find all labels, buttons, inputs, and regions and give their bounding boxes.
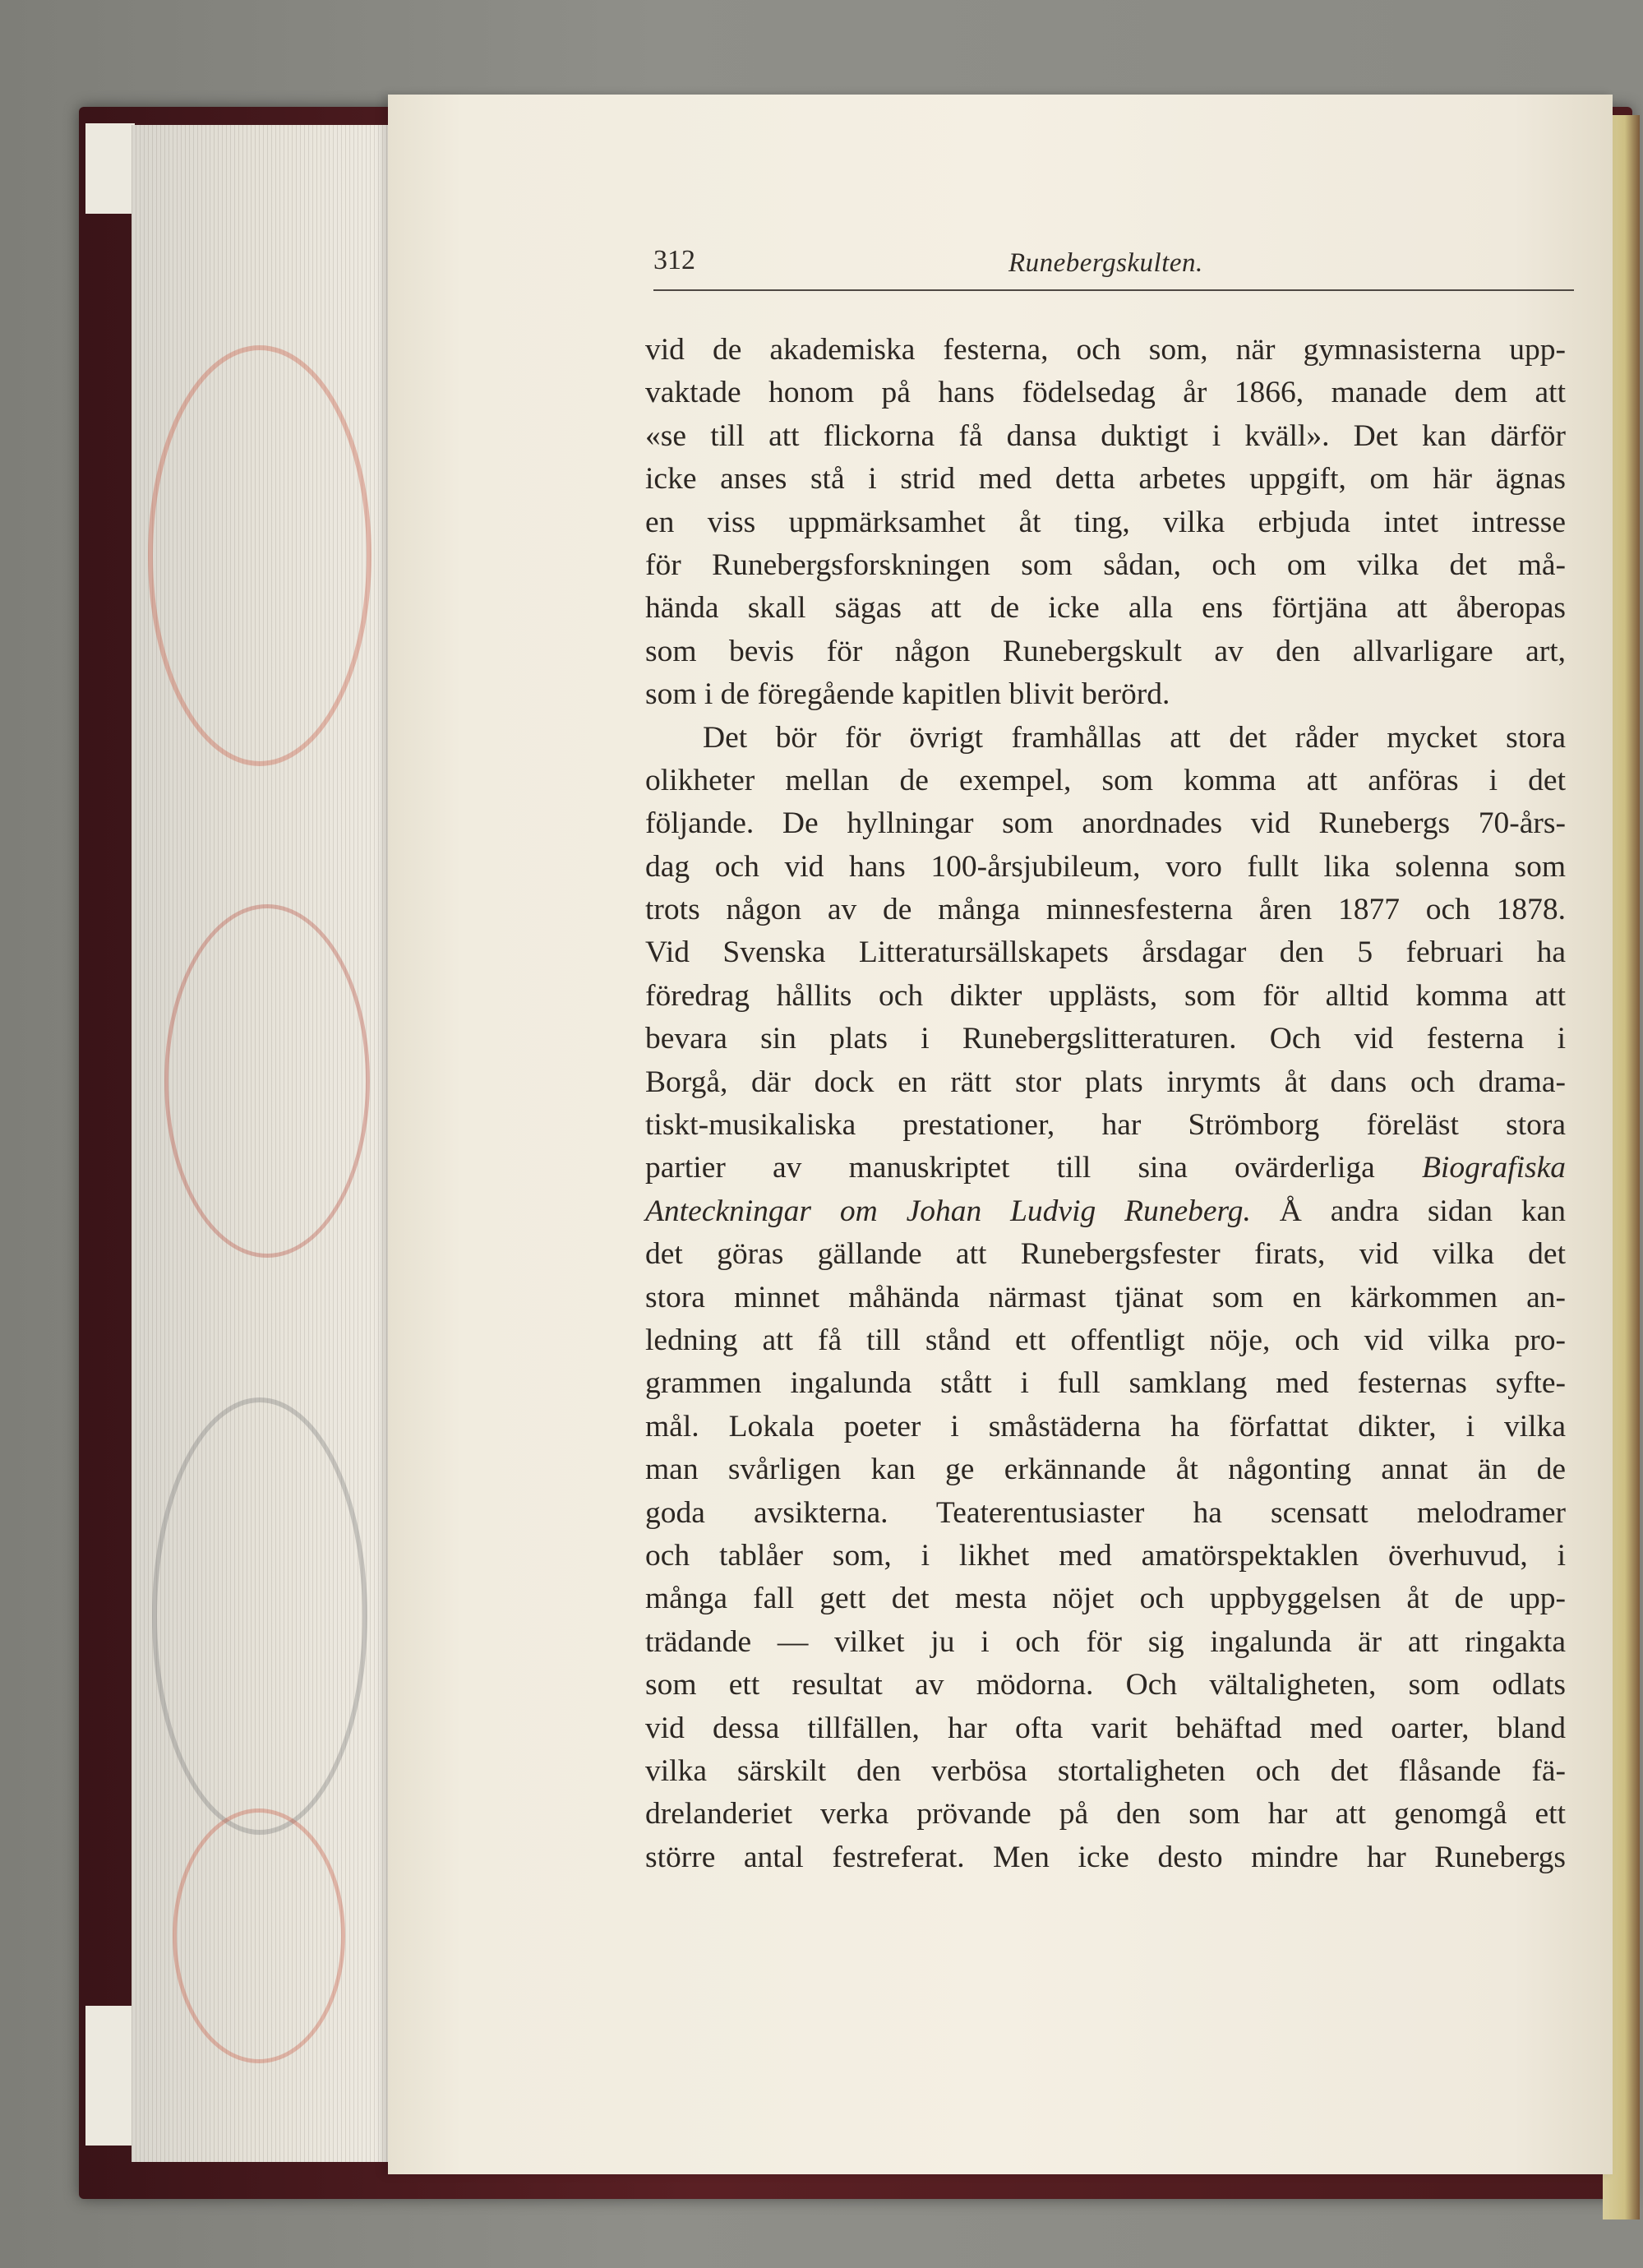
text-line: större antal festreferat. Men icke desto mindre har Runebergs: [645, 1840, 1566, 1874]
page-number: 312: [653, 245, 695, 275]
text-line: Borgå, där dock en rätt stor plats inrymts åt dans och drama-: [645, 1065, 1566, 1099]
text-line: bevara sin plats i Runebergslitteraturen. Och vid festerna i: [645, 1022, 1566, 1056]
text-line: [645, 1190, 1566, 1233]
text-line: vid dessa tillfällen, har ofta varit behäftad med oarter, bland: [645, 1711, 1566, 1745]
text-line: grammen ingalunda stått i full samklang med festernas syfte-: [645, 1366, 1566, 1401]
marbled-edge-pattern: [148, 345, 372, 766]
text-line: en viss uppmärksamhet åt ting, vilka erbjuda intet intresse: [645, 505, 1566, 539]
text-line: goda avsikterna. Teaterentusiaster ha scensatt melodramer: [645, 1495, 1566, 1530]
body-text: [645, 329, 1566, 1879]
text-line: Vid Svenska Litteratursällskapets årsdagar den 5 februari ha: [645, 935, 1566, 970]
marbled-edge-pattern: [152, 1397, 367, 1835]
text-line: olikheter mellan de exempel, som komma att anföras i det: [645, 763, 1566, 797]
text-line: trots någon av de många minnesfesterna åren 1877 och 1878.: [645, 893, 1566, 927]
text-line: som bevis för någon Runebergskult av den allvarligare art,: [645, 634, 1566, 668]
cover-corner-top: [85, 123, 135, 214]
text-segment: Å andra sidan kan: [1250, 1194, 1566, 1228]
text-line: ledning att få till stånd ett offentligt nöje, och vid vilka pro-: [645, 1323, 1566, 1357]
text-line: [645, 1147, 1566, 1189]
text-line: mål. Lokala poeter i småstäderna ha författat dikter, i vilka: [645, 1409, 1566, 1443]
text-line: det göras gällande att Runebergsfester firats, vid vilka det: [645, 1237, 1566, 1272]
text-line: tiskt-musikaliska prestationer, har Strömborg föreläst stora: [645, 1108, 1566, 1143]
text-segment: partier av manuskriptet till sina ovärderliga: [645, 1151, 1422, 1185]
text-line: många fall gett det mesta nöjet och uppbyggelsen åt de upp-: [645, 1582, 1566, 1616]
page-header: [653, 245, 1574, 286]
text-line: drelanderiet verka prövande på den som har att genomgå ett: [645, 1797, 1566, 1831]
text-line: «se till att flickorna få dansa duktigt i kväll». Det kan därför: [645, 418, 1566, 453]
text-line: man svårligen kan ge erkännande åt någonting annat än de: [645, 1453, 1566, 1487]
text-line: vid de akademiska festerna, och som, när gymnasisterna upp-: [645, 333, 1566, 367]
text-line: föredrag hållits och dikter upplästs, som för alltid komma att: [645, 978, 1566, 1013]
text-line: stora minnet måhända närmast tjänat som en kärkommen an-: [645, 1280, 1566, 1314]
text-line: för Runebergsforskningen som sådan, och om vilka det må-: [645, 547, 1566, 582]
text-line: hända skall sägas att de icke alla ens förtjäna att åberopas: [645, 591, 1566, 626]
cover-corner-bottom: [85, 2006, 135, 2146]
running-head: Runebergskulten.: [1008, 248, 1203, 278]
text-line: vaktade honom på hans födelsedag år 1866, manade dem att: [645, 376, 1566, 410]
text-line: som i de föregående kapitlen blivit berörd.: [645, 677, 1170, 712]
text-line: som ett resultat av mödorna. Och vältaligheten, som odlats: [645, 1668, 1566, 1702]
text-line: icke anses stå i strid med detta arbetes uppgift, om här ägnas: [645, 462, 1566, 497]
text-line: och tablåer som, i likhet med amatörspektaklen överhuvud, i: [645, 1538, 1566, 1573]
text-line: Det bör för övrigt framhållas att det råder mycket stora: [703, 720, 1566, 755]
italic-title: Anteckningar om Johan Ludvig Runeberg.: [645, 1194, 1251, 1228]
header-rule: [653, 289, 1574, 291]
text-line: dag och vid hans 100-årsjubileum, voro fullt lika solenna som: [645, 849, 1566, 884]
italic-title: Biografiska: [1422, 1151, 1566, 1185]
text-line: följande. De hyllningar som anordnades vid Runebergs 70-års-: [645, 806, 1566, 841]
marbled-edge-pattern: [164, 904, 370, 1258]
text-line: vilka särskilt den verbösa stortaligheten och det flåsande fä-: [645, 1753, 1566, 1788]
marbled-edge-pattern: [173, 1808, 345, 2063]
text-line: trädande — vilket ju i och för sig ingalunda är att ringakta: [645, 1624, 1566, 1659]
